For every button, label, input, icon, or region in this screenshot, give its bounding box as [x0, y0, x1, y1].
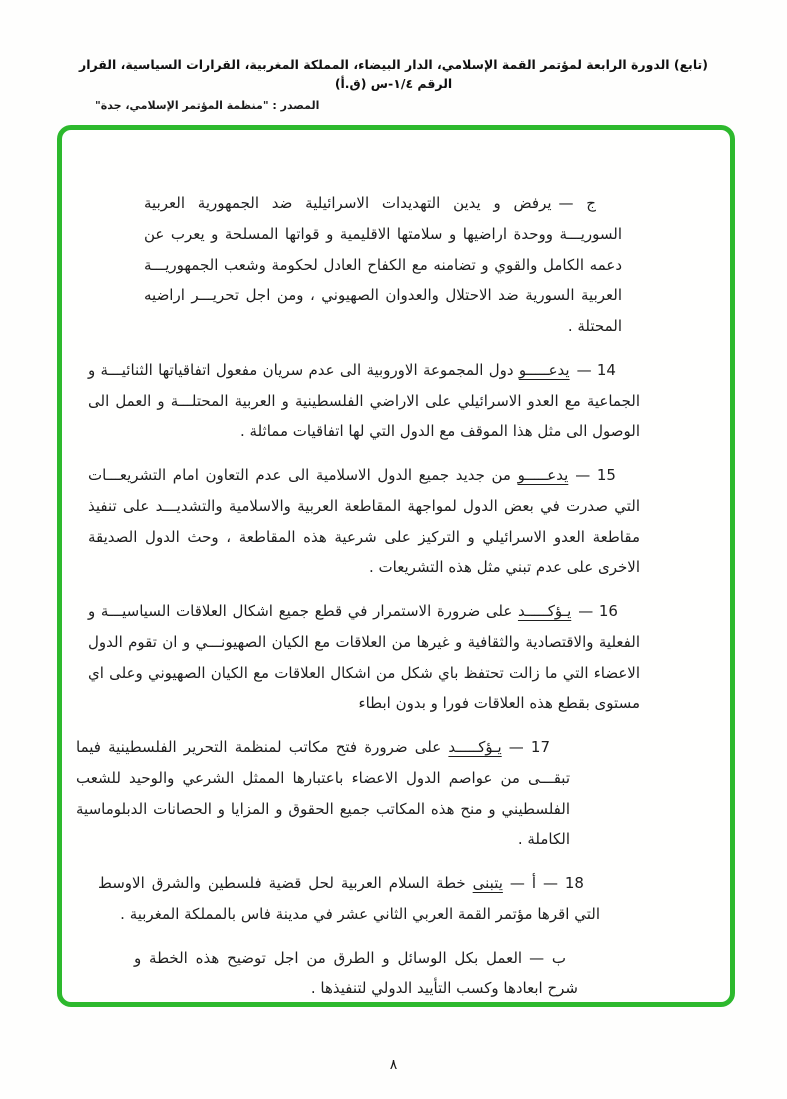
paragraph-keyword: يـؤكـــــد — [448, 738, 502, 756]
paragraph-marker: ب — — [529, 948, 566, 967]
page-number: ٨ — [389, 1057, 398, 1073]
paragraph-keyword: يدعـــــو — [518, 360, 570, 379]
paragraph: 17 —يـؤكـــــد على ضرورة فتح مكاتب لمنظمة التحرير الفلسطينية فيما تبقـــى من عواصم الدول الاعضاء باعتبارها الممثل الشرعي والوحيد للشعب الفلسطيني و منح هذه المكاتب جميع الحقوق و المزايا و الحصانات الدبلوماسية الكاملة . — [76, 738, 570, 849]
paragraph-marker: 18 — أ — — [509, 874, 584, 892]
paragraph: ب —العمل بكل الوسائل و الطرق من اجل توضيح هذه الخطة و شرح ابعادها وكسب التأييد الدولي لتنفيذها . — [134, 948, 578, 998]
paragraph: 18 — أ —يتبنى خطة السلام العربية لحل قضية فلسطين والشرق الاوسط التي اقرها مؤتمر القمة العربي الثاني عشر في مدينة فاس بالمملكة المغربية . — [98, 874, 600, 923]
document-body — [76, 188, 640, 1007]
paragraph: 16 —يـؤكـــــد على ضرورة الاستمرار في قطع جميع اشكال العلاقات السياسيـــة و الفعلية والاقتصادية والثقافية و غيرها من العلاقات مع الكيان الصهيونـــي و ان تقوم الدول الاعضاء التي ما زالت تحتفظ باي شكل من اشكال العلاقات مع الكيان الصهيوني وعلى اي مستوى بقطع هذه العلاقات فورا و بدون ابطاء — [88, 602, 640, 713]
paragraph-marker: 14 — — [576, 360, 616, 379]
document-header — [0, 0, 787, 112]
paragraph-marker: 16 — — [578, 602, 618, 620]
paragraph-marker: 17 — — [508, 738, 550, 756]
paragraph-keyword: يتبنى — [472, 874, 503, 892]
paragraph-keyword: يدعـــــو — [517, 466, 569, 484]
paragraph-keyword: يـؤكـــــد — [517, 602, 572, 620]
page-footer — [0, 1054, 787, 1073]
paragraph: 15 —يدعـــــو من جديد جميع الدول الاسلامية الى عدم التعاون امام التشريعـــات التي صدرت في بعض الدول لمواجهة المقاطعة العربية والاسلامية والتشديـــد على تنفيذ مقاطعة العدو الاسرائيلي و التركيز على شرعية هذه المقاطعة ، وحث الدول الصديقة الاخرى على عدم تبني مثل هذه التشريعات . — [88, 466, 640, 577]
header-title: (تابع) الدورة الرابعة لمؤتمر القمة الإسلامي، الدار البيضاء، المملكة المغربية، القرارات السياسية، القرار الرقم ١/٤-س (ق.أ) — [79, 57, 708, 91]
paragraph-marker: ج — — [558, 194, 596, 212]
content-frame — [57, 125, 735, 1007]
header-source: المصدر : "منظمة المؤتمر الإسلامي، جدة" — [95, 98, 320, 112]
paragraph-marker: 15 — — [575, 466, 616, 484]
paragraph: ج —يرفض و يدين التهديدات الاسرائيلية ضد الجمهورية العربية السوريـــة ووحدة اراضيها و سلامتها الاقليمية و قواتها المسلحة و يعرب عن دعمه الكامل والقوي و تضامنه مع الكفاح العادل لحكومة وشعب الجمهوريـــة العربية السورية ضد الاحتلال والعدوان الصهيوني ، ومن اجل تحريـــر اراضيه المحتلة . — [144, 194, 622, 335]
paragraph: 14 —يدعـــــو دول المجموعة الاوروبية الى عدم سريان مفعول اتفاقياتها الثنائيـــة و الجماعية مع العدو الاسرائيلي على الاراضي الفلسطينية و العربية المحتلـــة و العمل الى الوصول الى مثل هذا الموقف مع الدول التي لها اتفاقيات مماثلة . — [88, 360, 640, 441]
